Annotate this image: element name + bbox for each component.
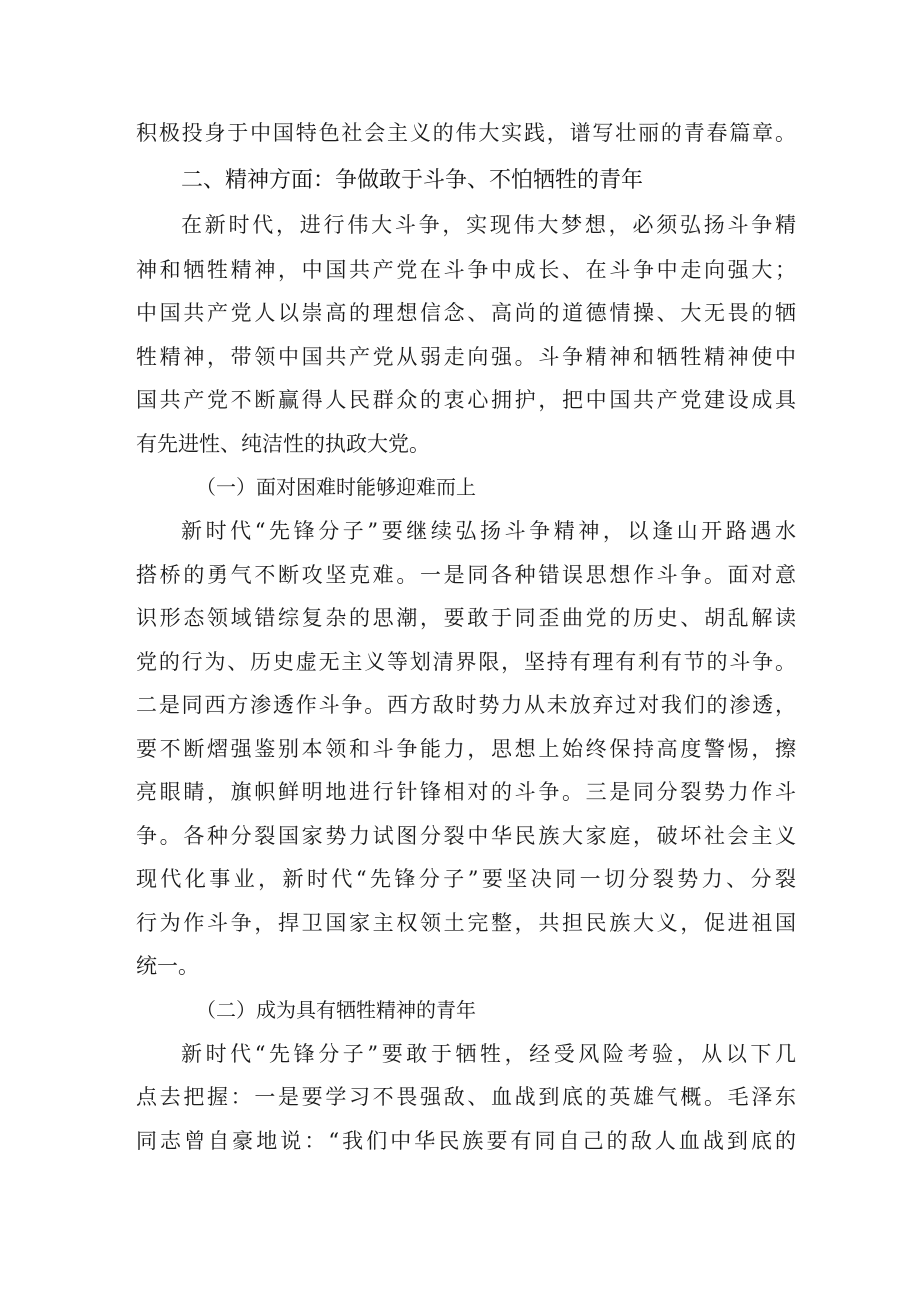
section-heading: 二、精神方面：争做敢于斗争、不怕牺牲的青年 <box>181 168 644 193</box>
paragraph-line: 牲精神，带领中国共产党从弱走向强。斗争精神和牺牲精神使中 <box>136 345 796 369</box>
paragraph-line: 二是同西方渗透作斗争。西方敌时势力从未放弃过对我们的渗透， <box>136 693 796 717</box>
paragraph-line: 点去把握：一是要学习不畏强敌、血战到底的英雄气概。毛泽东 <box>136 1085 796 1109</box>
subsection-2-title: （二）成为具有牺牲精神的青年 <box>196 998 476 1022</box>
paragraph-line: 识形态领域错综复杂的思潮，要敢于同歪曲党的历史、胡乱解读 <box>136 606 796 630</box>
paragraph-line: 在新时代，进行伟大斗争，实现伟大梦想，必须弘扬斗争精 <box>181 213 796 237</box>
subsection-1-title: （一）面对困难时能够迎难而上 <box>196 475 476 499</box>
paragraph-line: 有先进性、纯洁性的执政大党。 <box>136 432 430 456</box>
paragraph-line: 党的行为、历史虚无主义等划清界限，坚持有理有利有节的斗争。 <box>136 650 796 674</box>
paragraph-line: 现代化事业，新时代“先锋分子”要坚决同一切分裂势力、分裂 <box>136 867 796 891</box>
paragraph-line: 神和牺牲精神，中国共产党在斗争中成长、在斗争中走向强大； <box>136 258 796 282</box>
paragraph-line: 要不断熠强鉴别本领和斗争能力，思想上始终保持高度警惕，擦 <box>136 737 796 761</box>
paragraph-line: 搭桥的勇气不断攻坚克难。一是同各种错误思想作斗争。面对意 <box>136 563 796 587</box>
paragraph-line: 争。各种分裂国家势力试图分裂中华民族大家庭，破坏社会主义 <box>136 824 796 848</box>
paragraph-line: 统一。 <box>136 954 199 978</box>
paragraph-line: 新时代“先锋分子”要继续弘扬斗争精神，以逢山开路遇水 <box>181 519 796 543</box>
paragraph-line: 新时代“先锋分子”要敢于牺牲，经受风险考验，从以下几 <box>181 1042 796 1066</box>
opening-line: 积极投身于中国特色社会主义的伟大实践，谱写壮丽的青春篇章。 <box>136 121 796 145</box>
paragraph-line: 中国共产党人以崇高的理想信念、高尚的道德情操、大无畏的牺 <box>136 301 796 325</box>
paragraph-line: 国共产党不断赢得人民群众的衷心拥护，把中国共产党建设成具 <box>136 388 796 412</box>
paragraph-line: 亮眼睛，旗帜鲜明地进行针锋相对的斗争。三是同分裂势力作斗 <box>136 780 796 804</box>
paragraph-line: 同志曾自豪地说：“我们中华民族要有同自己的敌人血战到底的 <box>136 1129 796 1153</box>
paragraph-line: 行为作斗争，捍卫国家主权领土完整，共担民族大义，促进祖国 <box>136 911 796 935</box>
